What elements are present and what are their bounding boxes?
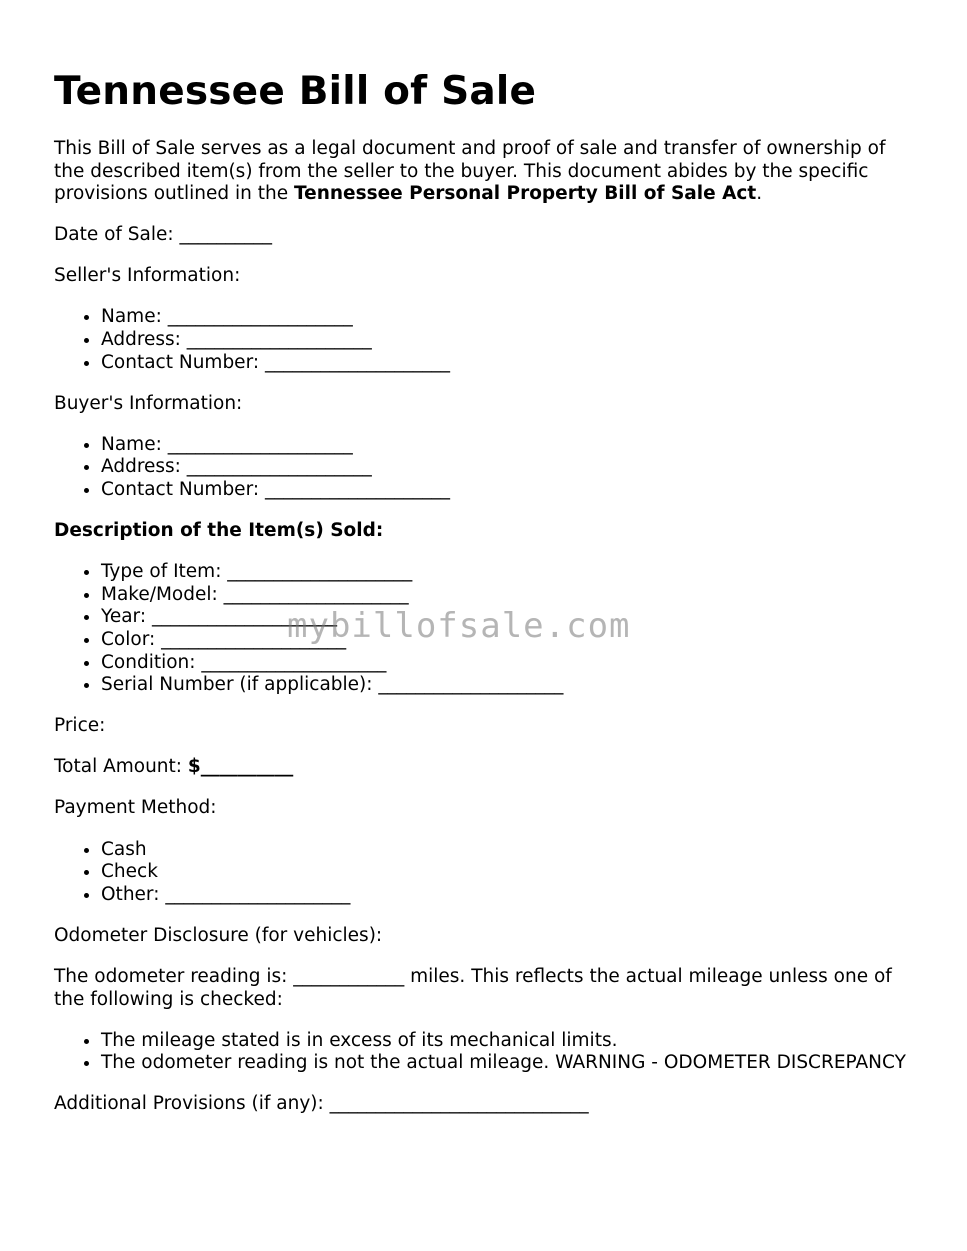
- seller-contact: • Contact Number: ____________________: [101, 352, 914, 375]
- page-title: Tennessee Bill of Sale: [54, 69, 537, 114]
- odometer-list: [54, 1030, 914, 1075]
- payment-list: [54, 839, 914, 907]
- intro-text: This Bill of Sale serves as a legal document and proof of sale and transfer of ownership of the described item(s) from the seller to the buyer. This document abides by the specific provisions outlined in the: [54, 138, 886, 205]
- document-page: [54, 70, 914, 1134]
- item-type: • Type of Item: ____________________: [101, 561, 914, 584]
- payment-heading: Payment Method:: [54, 797, 217, 819]
- item-condition: • Condition: ____________________: [101, 652, 914, 675]
- total-amount: [54, 756, 914, 779]
- total-amount-label: Total Amount:: [54, 756, 188, 778]
- seller-heading: Seller's Information:: [54, 265, 241, 287]
- date-of-sale: Date of Sale: __________: [54, 224, 273, 246]
- buyer-address: • Address: ____________________: [101, 456, 914, 479]
- seller-list: [54, 306, 914, 374]
- payment-cash: • Cash: [101, 839, 914, 862]
- buyer-list: [54, 434, 914, 502]
- price-heading: Price:: [54, 715, 106, 737]
- description-heading-text: Description of the Item(s) Sold:: [54, 520, 384, 542]
- buyer-name: • Name: ____________________: [101, 434, 914, 457]
- item-year: • Year: ____________________: [101, 606, 914, 629]
- description-heading: [54, 520, 914, 543]
- buyer-contact: • Contact Number: ____________________: [101, 479, 914, 502]
- item-serial: • Serial Number (if applicable): ____________________: [101, 674, 914, 697]
- payment-check: • Check: [101, 861, 914, 884]
- watermark: mybillofsale.com: [287, 606, 631, 646]
- seller-address: • Address: ____________________: [101, 329, 914, 352]
- odometer-heading: Odometer Disclosure (for vehicles):: [54, 924, 383, 946]
- odometer-not-actual: • The odometer reading is not the actual mileage. WARNING - ODOMETER DISCREPANCY: [101, 1052, 914, 1075]
- payment-other: • Other: ____________________: [101, 884, 914, 907]
- total-amount-value: $__________: [187, 756, 294, 778]
- odometer-statement: The odometer reading is: ____________ miles. This reflects the actual mileage unless one of the following is checked:: [54, 965, 892, 1010]
- odometer-excess: • The mileage stated is in excess of its mechanical limits.: [101, 1030, 914, 1053]
- item-make-model: • Make/Model: ____________________: [101, 584, 914, 607]
- seller-name: • Name: ____________________: [101, 306, 914, 329]
- intro-end: .: [756, 183, 763, 205]
- additional-provisions: Additional Provisions (if any): ____________________________: [54, 1093, 589, 1115]
- item-color: • Color: ____________________: [101, 629, 914, 652]
- act-name: Tennessee Personal Property Bill of Sale Act: [294, 183, 757, 205]
- buyer-heading: Buyer's Information:: [54, 392, 243, 414]
- intro-paragraph: [54, 138, 914, 206]
